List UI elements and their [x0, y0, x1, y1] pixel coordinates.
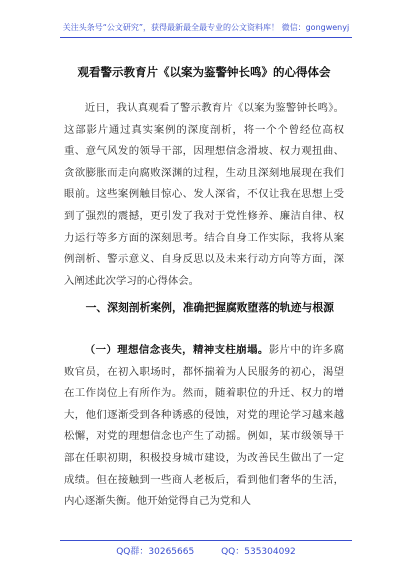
footer-contact — [60, 540, 352, 557]
intro-paragraph: 近日，我认真观看了警示教育片《以案为鉴警钟长鸣》。这部影片通过真实案例的深度剖析，将一个个曾经位高权重、意气风发的领导干部，因理想信念滑坡、权力观扭曲、贪欲膨胀而走向腐败深渊的过程，生动且深刻地展现在我们眼前。这些案例触目惊心、发人深省，不仅让我在思想上受到了强烈的震撼，更引发了我对于党性修养、廉洁自律、权力运行等多方面的深刻思考。结合自身工作实际，我将从案例剖析、警示意义、自身反思以及未来行动方向等方面，深入阐述此次学习的心得体会。 — [64, 102, 344, 287]
footer-qq-group: QQ群：30265665 — [116, 547, 195, 557]
subsection-paragraph — [64, 340, 344, 513]
intro-paragraphs — [64, 98, 344, 292]
footer-qq: QQ：535304092 — [221, 547, 296, 557]
section-heading: 一、深刻剖析案例，准确把握腐败堕落的轨迹与根源 — [85, 301, 334, 314]
subsection-label: （一）理想信念丧失，精神支柱崩塌。 — [84, 344, 269, 356]
header-notice: 关注头条号“公文研究”，获得最新最全最专业的公文资料库！ 微信：gongwenyj — [60, 22, 352, 38]
subsection-text: 影片中的许多腐败官员，在初入职场时，都怀揣着为人民服务的初心，渴望在工作岗位上有所作为。然而，随着职位的升迁、权力的增大，他们逐渐受到各种诱惑的侵蚀，对党的理论学习越来越松懈，对党的理想信念也产生了动摇。例如，某市级领导干部在任职初期，积极投身城市建设，为改善民生做出了一定成绩。但在接触到一些商人老板后，看到他们奢华的生活，内心逐渐失衡。他开始觉得自己为党和人 — [64, 344, 345, 508]
document-title: 观看警示教育片《以案为鉴警钟长鸣》的心得体会 — [77, 65, 331, 79]
